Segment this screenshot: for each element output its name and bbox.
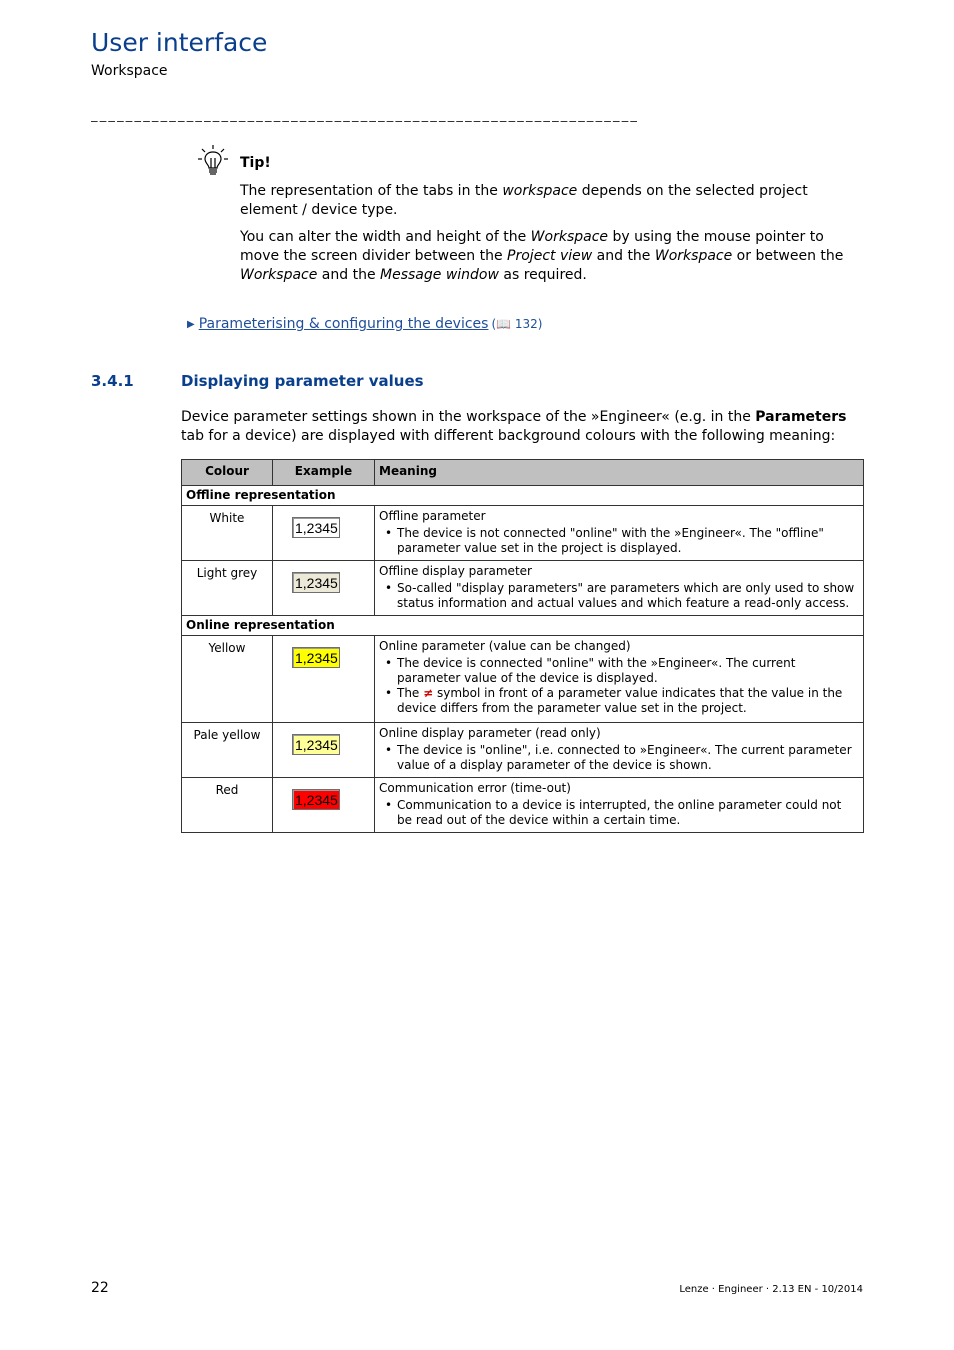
text-span: as required.: [498, 267, 587, 283]
text-span: or between the: [732, 248, 844, 264]
emphasis: Project view: [507, 248, 593, 264]
emphasis: Workspace: [240, 267, 318, 283]
group-offline: Offline representation: [182, 486, 864, 506]
tip-label: Tip!: [240, 155, 271, 171]
column-header-example: Example: [273, 460, 375, 486]
meaning-bullet: • The device is "online", i.e. connected to »Engineer«. The current parameter value of a display parameter of the device is shown.: [397, 743, 859, 773]
group-row: [182, 486, 864, 506]
colour-cell: Light grey: [182, 561, 273, 616]
meaning-title: Online display parameter (read only): [379, 726, 601, 740]
example-cell: [273, 561, 375, 616]
table-row: [182, 506, 864, 561]
example-cell: [273, 778, 375, 833]
link-text[interactable]: Parameterising & configuring the devices: [198, 316, 489, 332]
section-number: 3.4.1: [91, 372, 134, 390]
emphasis: workspace: [502, 183, 578, 199]
page-reference[interactable]: (📖 132): [491, 317, 543, 331]
text-span: Device parameter settings shown in the workspace of the »Engineer« (e.g. in the: [181, 409, 756, 425]
meaning-bullet: • The device is connected "online" with the »Engineer«. The current parameter value of the device is displayed.: [397, 656, 859, 686]
tip-paragraph-2: [240, 228, 863, 285]
example-swatch: 1,2345: [292, 517, 340, 538]
text-span: The representation of the tabs in the: [240, 183, 503, 199]
meaning-bullet: • So-called "display parameters" are parameters which are only used to show status information and actual values and which feature a read-only access.: [397, 581, 859, 611]
meaning-title: Offline display parameter: [379, 564, 532, 578]
example-swatch: 1,2345: [292, 572, 340, 593]
group-row: [182, 616, 864, 636]
column-header-meaning: Meaning: [375, 460, 864, 486]
text-span: tab for a device) are displayed with different background colours with the following meaning:: [181, 428, 836, 444]
table-header-row: [182, 460, 864, 486]
meaning-cell: [375, 723, 864, 778]
emphasis: Workspace: [530, 229, 609, 245]
example-swatch: 1,2345: [292, 789, 340, 810]
table-row: [182, 723, 864, 778]
group-online: Online representation: [182, 616, 864, 636]
example-cell: [273, 636, 375, 723]
example-swatch: 1,2345: [292, 647, 340, 668]
meaning-bullet: [397, 686, 859, 716]
table-row: [182, 778, 864, 833]
colour-cell: Red: [182, 778, 273, 833]
text-span: by using the mouse pointer to move the screen divider between the: [240, 229, 824, 264]
tip-paragraph-1: [240, 182, 863, 220]
page-subtitle: Workspace: [91, 63, 168, 79]
text-span: and the: [317, 267, 381, 283]
meaning-cell: [375, 636, 864, 723]
meaning-cell: [375, 778, 864, 833]
emphasis: Message window: [380, 267, 499, 283]
meaning-title: Offline parameter: [379, 509, 486, 523]
example-swatch: 1,2345: [292, 734, 340, 755]
not-equal-icon: ≠: [423, 686, 434, 700]
meaning-title: Communication error (time-out): [379, 781, 571, 795]
page-number: 22: [91, 1280, 109, 1296]
arrow-right-icon: ▶: [187, 319, 195, 330]
column-header-colour: Colour: [182, 460, 273, 486]
meaning-title: Online parameter (value can be changed): [379, 639, 631, 653]
colour-cell: Pale yellow: [182, 723, 273, 778]
table-row: [182, 561, 864, 616]
document-info: Lenze · Engineer · 2.13 EN - 10/2014: [679, 1284, 863, 1295]
text-span: You can alter the width and height of the: [240, 229, 531, 245]
colour-cell: Yellow: [182, 636, 273, 723]
text-span: depends on the selected project element / device type.: [240, 183, 808, 218]
lightbulb-icon: [197, 144, 229, 178]
intro-paragraph: [181, 408, 863, 446]
text-span: and the: [592, 248, 655, 264]
text-span: The: [397, 686, 424, 700]
colour-cell: White: [182, 506, 273, 561]
meaning-cell: [375, 561, 864, 616]
table-row: [182, 636, 864, 723]
parameter-colour-table: [181, 459, 864, 833]
page-title: User interface: [91, 28, 268, 57]
bold-term: Parameters: [755, 409, 847, 425]
meaning-cell: [375, 506, 864, 561]
meaning-bullet: • The device is not connected "online" with the »Engineer«. The "offline" parameter value set in the project is displayed.: [397, 526, 859, 556]
example-cell: [273, 506, 375, 561]
header-divider: _______________________________________________________________: [91, 108, 640, 123]
section-title: Displaying parameter values: [181, 372, 424, 390]
cross-reference-link[interactable]: [187, 316, 543, 332]
example-cell: [273, 723, 375, 778]
meaning-bullet: • Communication to a device is interrupted, the online parameter could not be read out of the device within a certain time.: [397, 798, 859, 828]
text-span: symbol in front of a parameter value indicates that the value in the device differs from the parameter value set in the project.: [397, 686, 843, 715]
emphasis: Workspace: [654, 248, 733, 264]
